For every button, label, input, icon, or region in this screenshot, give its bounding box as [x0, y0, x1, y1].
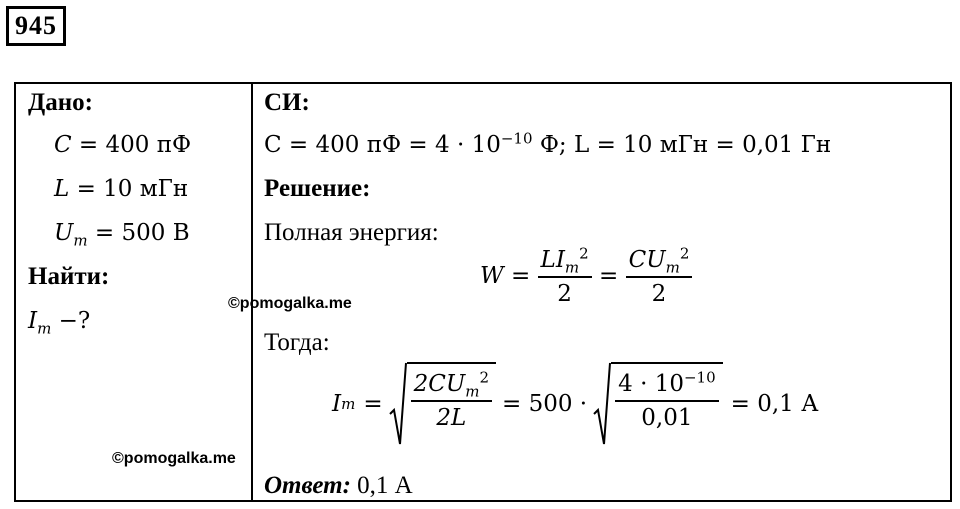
given-c: C = 400 пФ: [54, 132, 192, 158]
problem-number: 945: [6, 6, 66, 46]
si-header: СИ:: [264, 89, 310, 116]
answer: Ответ: 0,1 А: [264, 472, 413, 499]
watermark-2: ©pomogalka.me: [112, 450, 236, 467]
sqrt-1: $\frac{2CU_m^2}{2L}$: [389, 362, 496, 446]
solution-table: [14, 82, 952, 502]
solution-header: Решение:: [264, 175, 371, 202]
column-divider: [251, 84, 253, 500]
given-header: Дано:: [28, 89, 93, 116]
current-formula: I m = $\frac{2CU_m^2}{2L}$ = 500 · $\frac{4 \cdot 10^{-10}}{0,01}$ = 0,1 А: [332, 362, 819, 446]
energy-label: Полная энергия:: [264, 219, 439, 246]
fraction-li: $\frac{LI_m^2}{2}$: [538, 244, 592, 310]
given-l: L = 10 мГн: [54, 176, 189, 202]
then-label: Тогда:: [264, 329, 330, 356]
given-u: $U_m = 500$ В: [54, 220, 190, 250]
si-line: C = 400 пФ = $4 \cdot 10^{-10}$ Ф; L = 10 мГн = 0,01 Гн: [264, 129, 832, 158]
find-header: Найти:: [28, 263, 110, 290]
fraction-cu: $\frac{CU_m^2}{2}$: [626, 244, 693, 310]
energy-formula: W = $\frac{LI_m^2}{2}$ = $\frac{CU_m^2}{2}$: [480, 244, 692, 310]
sqrt-2: $\frac{4 \cdot 10^{-10}}{0,01}$: [593, 362, 723, 446]
find-i: $I_m$ −?: [28, 308, 91, 338]
watermark-1: ©pomogalka.me: [228, 295, 352, 312]
